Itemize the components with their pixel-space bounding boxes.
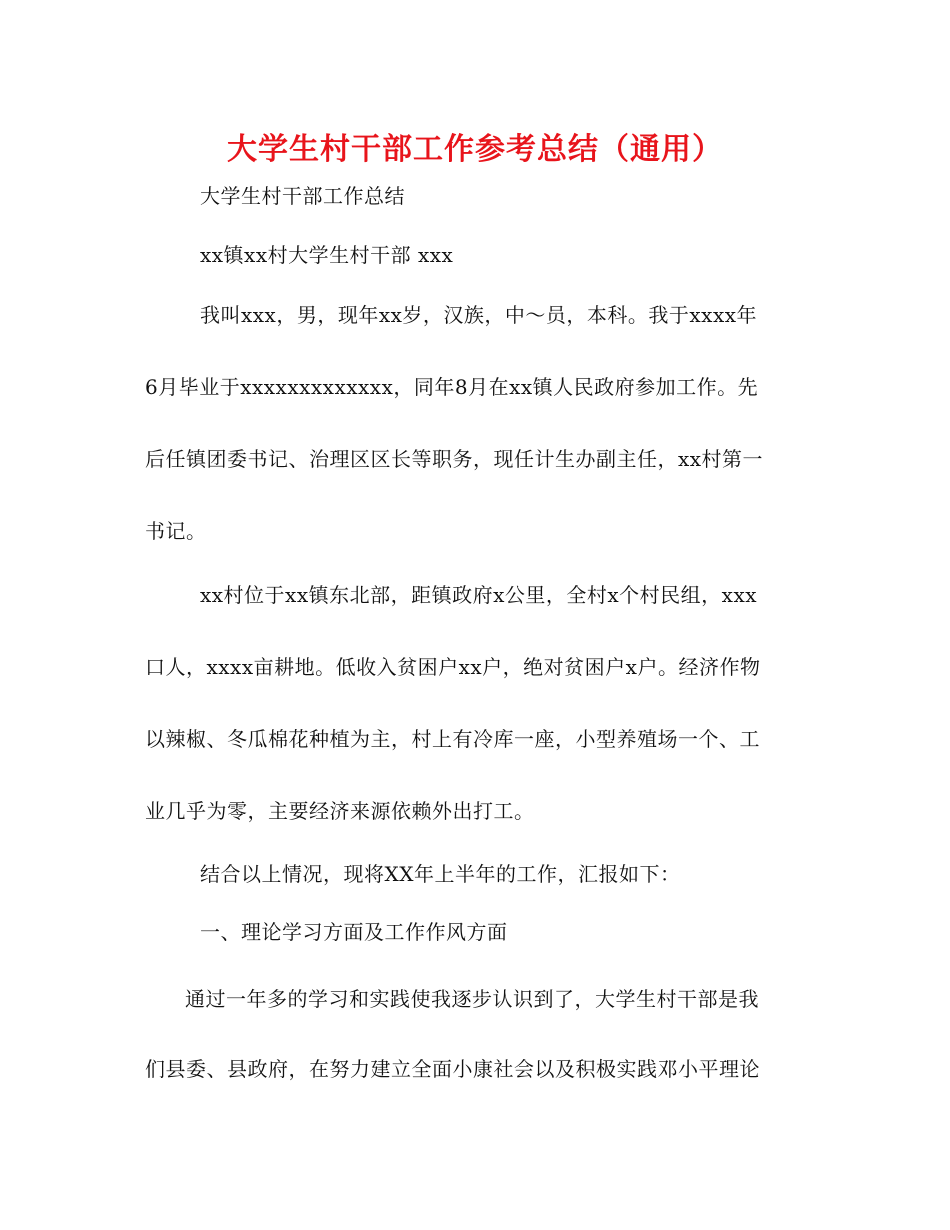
paragraph-2-line-1: xx村位于xx镇东北部，距镇政府x公里，全村x个村民组，xxx: [200, 583, 758, 607]
paragraph-1-line-2: 6月毕业于xxxxxxxxxxxxx，同年8月在xx镇人民政府参加工作。先: [145, 375, 759, 399]
paragraph-2-line-2: 口人，xxxx亩耕地。低收入贫困户xx户，绝对贫困户x户。经济作物: [145, 655, 761, 679]
paragraph-1-line-4: 书记。: [145, 519, 207, 543]
document-subtitle: 大学生村干部工作总结: [200, 184, 405, 208]
author-line: xx镇xx村大学生村干部 xxx: [200, 243, 454, 267]
paragraph-2-line-3: 以辣椒、冬瓜棉花种植为主，村上有冷库一座，小型养殖场一个、工: [145, 727, 760, 751]
paragraph-1-line-3: 后任镇团委书记、治理区区长等职务，现任计生办副主任，xx村第一: [145, 447, 764, 471]
paragraph-3: 结合以上情况，现将XX年上半年的工作，汇报如下：: [200, 862, 681, 886]
section-heading-1: 一、理论学习方面及工作作风方面: [200, 920, 508, 944]
document-title: 大学生村干部工作参考总结（通用）: [227, 132, 723, 167]
paragraph-4-line-1: 通过一年多的学习和实践使我逐步认识到了，大学生村干部是我: [185, 987, 759, 1011]
paragraph-4-line-2: 们县委、县政府，在努力建立全面小康社会以及积极实践邓小平理论: [145, 1057, 760, 1081]
paragraph-1-line-1: 我叫xxx，男，现年xx岁，汉族，中～员，本科。我于xxxx年: [200, 303, 758, 327]
paragraph-2-line-4: 业几乎为零，主要经济来源依赖外出打工。: [145, 799, 535, 823]
